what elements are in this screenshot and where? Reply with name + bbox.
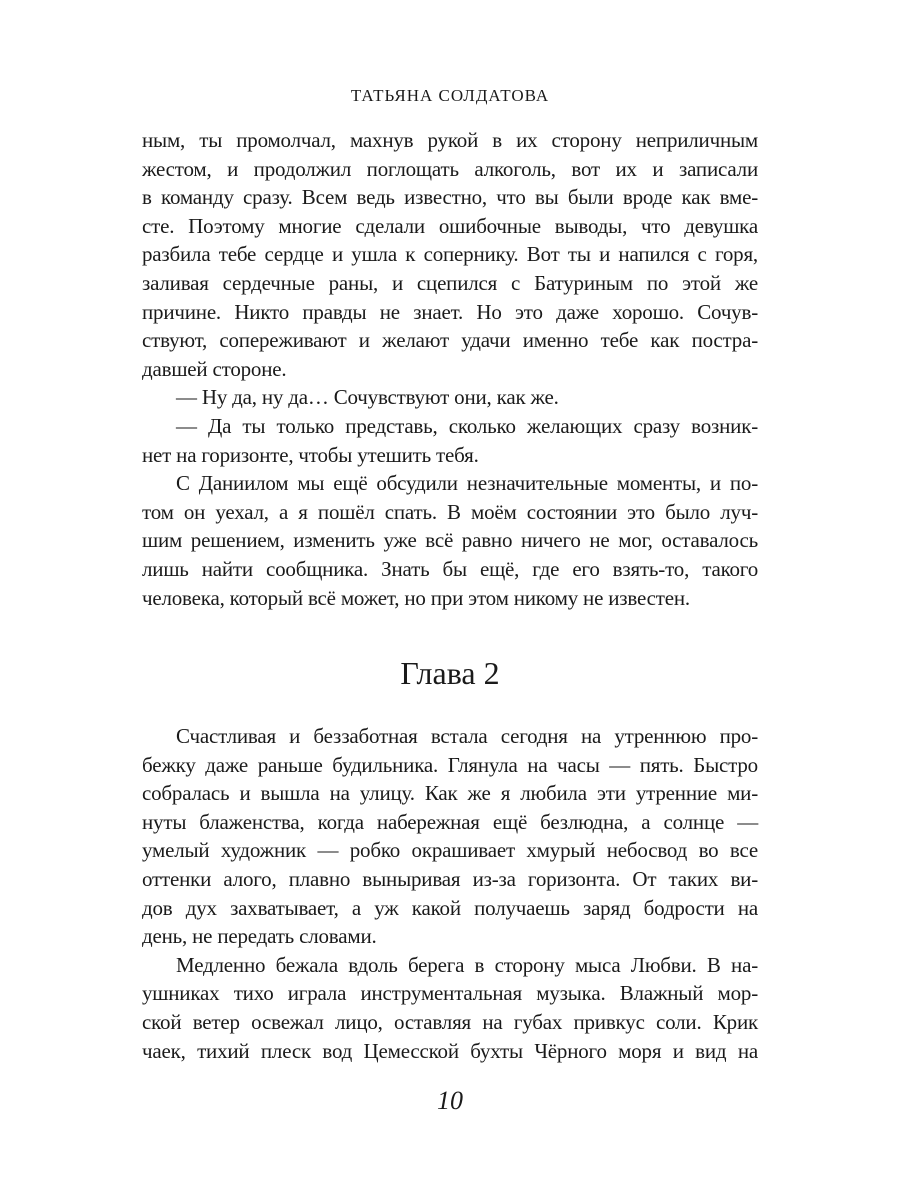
text-line: заливая сердечные раны, и сцепился с Батуриным по этой же	[142, 270, 758, 295]
text-line: шим решением, изменить уже всё равно ничего не мог, оставалось	[142, 528, 758, 553]
text-line: жестом, и продолжил поглощать алкоголь, вот их и записали	[142, 156, 758, 181]
text-line: том он уехал, а я пошёл спать. В моём состоянии это было луч-	[142, 499, 758, 524]
body-text-chapter	[142, 722, 758, 1065]
text-line: Счастливая и беззаботная встала сегодня на утреннюю про-	[176, 724, 758, 748]
text-line: Медленно бежала вдоль берега в сторону мыса Любви. В на-	[176, 952, 758, 977]
text-line: ушниках тихо играла инструментальная музыка. Влажный мор-	[142, 981, 758, 1006]
text-line: чаек, тихий плеск вод Цемесской бухты Чёрного моря и вид на	[142, 1038, 758, 1063]
chapter-title: Глава 2	[400, 655, 500, 691]
text-line: бежку даже раньше будильника. Глянула на часы — пять. Быстро	[142, 752, 758, 777]
text-line: — Да ты только представь, сколько желающих сразу возник-	[176, 413, 758, 438]
text-line: сте. Поэтому многие сделали ошибочные выводы, что девушка	[142, 213, 758, 238]
running-head-author: ТАТЬЯНА СОЛДАТОВА	[350, 86, 550, 105]
text-line: разбила тебе сердце и ушла к сопернику. Вот ты и напился с горя,	[142, 242, 758, 267]
text-line: день, не передать словами.	[142, 924, 377, 949]
text-line: причине. Никто правды не знает. Но это даже хорошо. Сочув-	[142, 299, 758, 324]
text-line: нет на горизонте, чтобы утешить тебя.	[142, 442, 479, 467]
text-line: человека, который всё может, но при этом никому не известен.	[142, 585, 690, 610]
page-number: 10	[437, 1086, 463, 1115]
text-line: ствуют, сопереживают и желают удачи именно тебе как постра-	[142, 328, 758, 353]
body-text-top	[142, 126, 758, 612]
text-line: нуты блаженства, когда набережная ещё безлюдна, а солнце —	[142, 809, 758, 834]
text-line: С Даниилом мы ещё обсудили незначительные моменты, и по-	[176, 471, 758, 496]
text-line: собралась и вышла на улицу. Как же я любила эти утренние ми-	[142, 781, 758, 806]
text-line: дов дух захватывает, а уж какой получаешь заряд бодрости на	[142, 895, 758, 920]
text-line: оттенки алого, плавно выныривая из-за горизонта. От таких ви-	[142, 866, 758, 891]
text-line: — Ну да, ну да… Сочувствуют они, как же.	[176, 385, 559, 410]
text-line: лишь найти сообщника. Знать бы ещё, где его взять-то, такого	[142, 556, 758, 581]
text-line: ской ветер освежал лицо, оставляя на губах привкус соли. Крик	[142, 1009, 758, 1034]
text-line: ным, ты промолчал, махнув рукой в их сторону неприличным	[142, 128, 758, 152]
text-line: в команду сразу. Всем ведь известно, что вы были вроде как вме-	[142, 185, 758, 210]
text-line: давшей стороне.	[142, 356, 287, 381]
text-line: умелый художник — робко окрашивает хмурый небосвод во все	[142, 838, 758, 863]
